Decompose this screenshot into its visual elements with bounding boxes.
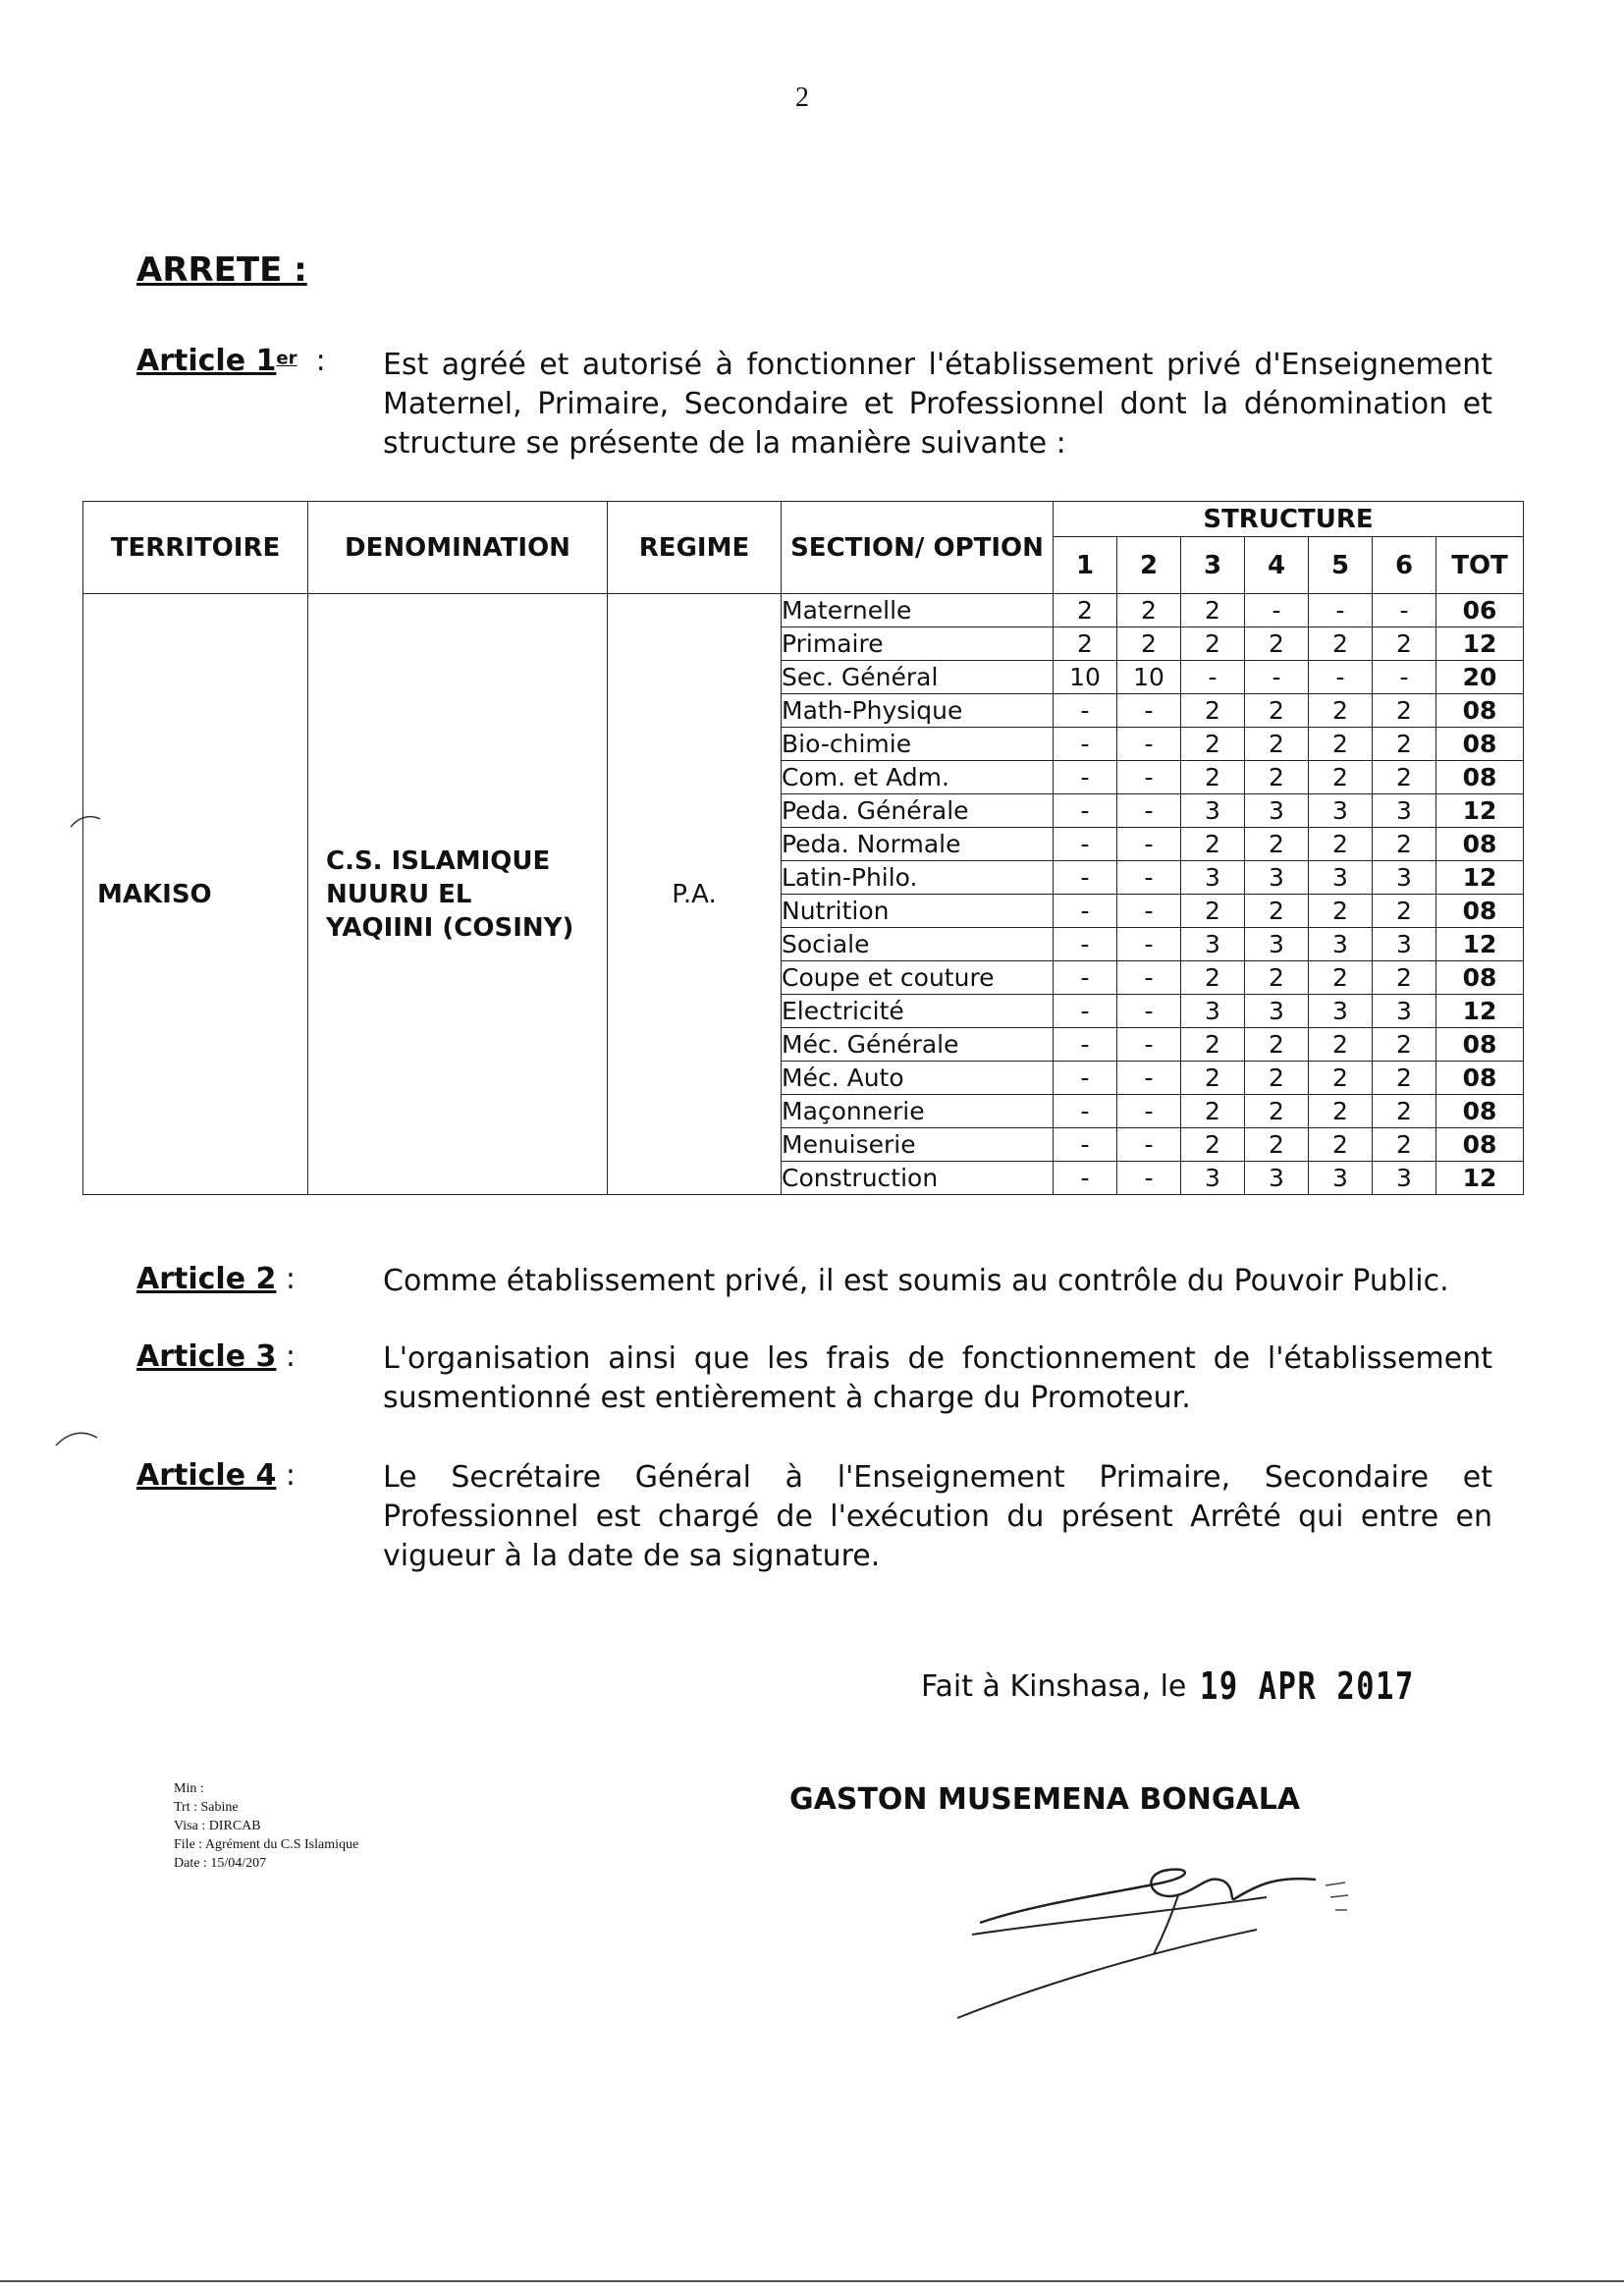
cell-level-3: 2 <box>1181 1062 1245 1095</box>
cell-level-5: 3 <box>1309 995 1373 1028</box>
cell-level-6: 2 <box>1373 694 1436 728</box>
article-2-label: Article 2 : <box>136 1262 297 1296</box>
cell-total: 12 <box>1436 628 1524 661</box>
cell-level-4: 3 <box>1245 995 1309 1028</box>
cell-level-6: 2 <box>1373 1028 1436 1062</box>
cell-level-3: 3 <box>1181 794 1245 828</box>
cell-total: 06 <box>1436 594 1524 628</box>
col-structure: STRUCTURE <box>1054 502 1524 537</box>
cell-option: Construction <box>782 1162 1054 1195</box>
cell-level-6: 2 <box>1373 828 1436 861</box>
cell-option: Bio-chimie <box>782 728 1054 761</box>
cell-level-6: 2 <box>1373 1062 1436 1095</box>
cell-level-5: 2 <box>1309 1062 1373 1095</box>
cell-level-5: 2 <box>1309 728 1373 761</box>
cell-option: Sociale <box>782 928 1054 961</box>
cell-level-6: 2 <box>1373 1128 1436 1162</box>
page-number: 2 <box>795 82 809 113</box>
col-regime: REGIME <box>608 502 782 594</box>
cell-option: Primaire <box>782 628 1054 661</box>
cell-level-5: 3 <box>1309 861 1373 895</box>
cell-level-2: - <box>1117 1162 1181 1195</box>
file-notes: Min : Trt : Sabine Visa : DIRCAB File : Agrément du C.S Islamique Date : 15/04/207 <box>174 1781 359 1871</box>
cell-level-6: 2 <box>1373 961 1436 995</box>
cell-level-5: 2 <box>1309 895 1373 928</box>
article-3-text: L'organisation ainsi que les frais de fonctionnement de l'établissement susmentionné est entièrement à charge du Promoteur. <box>383 1341 1492 1415</box>
cell-level-3: 2 <box>1181 694 1245 728</box>
cell-total: 12 <box>1436 1162 1524 1195</box>
cell-level-4: 2 <box>1245 628 1309 661</box>
cell-option: Maçonnerie <box>782 1095 1054 1128</box>
cell-level-5: 2 <box>1309 628 1373 661</box>
cell-level-4: 2 <box>1245 1095 1309 1128</box>
article-1-text: Est agréé et autorisé à fonctionner l'établissement privé d'Enseignement Maternel, Primaire, Secondaire et Professionnel dont la dénomination et structure se présente de la manière suivante : <box>383 348 1492 461</box>
cell-level-1: - <box>1054 761 1117 794</box>
cell-level-3: 2 <box>1181 594 1245 628</box>
cell-total: 08 <box>1436 895 1524 928</box>
cell-level-6: 3 <box>1373 861 1436 895</box>
cell-level-3: 2 <box>1181 728 1245 761</box>
article-1-label: Article 1er : <box>136 344 326 378</box>
cell-level-3: 2 <box>1181 1028 1245 1062</box>
cell-level-2: - <box>1117 1028 1181 1062</box>
cell-level-3: 2 <box>1181 895 1245 928</box>
cell-territoire: MAKISO <box>83 594 308 1195</box>
cell-option: Com. et Adm. <box>782 761 1054 794</box>
place-date-text: Fait à Kinshasa, le <box>921 1669 1187 1704</box>
cell-level-4: 2 <box>1245 1128 1309 1162</box>
table-row <box>83 594 1524 628</box>
margin-mark <box>69 807 108 837</box>
cell-level-6: 3 <box>1373 794 1436 828</box>
cell-level-3: 3 <box>1181 1162 1245 1195</box>
cell-level-3: 2 <box>1181 1128 1245 1162</box>
structure-table <box>82 501 1524 1195</box>
cell-total: 08 <box>1436 694 1524 728</box>
cell-level-2: 10 <box>1117 661 1181 694</box>
cell-level-2: - <box>1117 794 1181 828</box>
cell-level-1: - <box>1054 1028 1117 1062</box>
cell-level-2: - <box>1117 728 1181 761</box>
cell-level-4: 3 <box>1245 861 1309 895</box>
cell-level-6: 3 <box>1373 1162 1436 1195</box>
cell-level-3: 2 <box>1181 828 1245 861</box>
level-6: 6 <box>1373 537 1436 594</box>
cell-level-2: - <box>1117 1095 1181 1128</box>
cell-option: Menuiserie <box>782 1128 1054 1162</box>
cell-total: 08 <box>1436 1128 1524 1162</box>
cell-option: Math-Physique <box>782 694 1054 728</box>
margin-mark-2 <box>54 1424 103 1453</box>
cell-level-6: 2 <box>1373 895 1436 928</box>
page-bottom-rule <box>0 2280 1624 2282</box>
cell-level-4: 3 <box>1245 928 1309 961</box>
cell-total: 08 <box>1436 961 1524 995</box>
level-4: 4 <box>1245 537 1309 594</box>
cell-total: 08 <box>1436 828 1524 861</box>
cell-level-6: 2 <box>1373 1095 1436 1128</box>
cell-level-4: 3 <box>1245 794 1309 828</box>
cell-option: Sec. Général <box>782 661 1054 694</box>
level-5: 5 <box>1309 537 1373 594</box>
cell-option: Maternelle <box>782 594 1054 628</box>
cell-level-5: 2 <box>1309 1128 1373 1162</box>
cell-level-3: 2 <box>1181 961 1245 995</box>
cell-total: 12 <box>1436 928 1524 961</box>
cell-total: 08 <box>1436 761 1524 794</box>
cell-level-2: 2 <box>1117 594 1181 628</box>
cell-total: 08 <box>1436 728 1524 761</box>
cell-level-2: - <box>1117 861 1181 895</box>
cell-level-2: 2 <box>1117 628 1181 661</box>
level-2: 2 <box>1117 537 1181 594</box>
arrete-heading: ARRETE : <box>136 250 307 290</box>
cell-level-5: - <box>1309 661 1373 694</box>
cell-total: 12 <box>1436 995 1524 1028</box>
cell-level-6: - <box>1373 594 1436 628</box>
cell-level-4: 2 <box>1245 961 1309 995</box>
cell-level-6: 2 <box>1373 761 1436 794</box>
level-3: 3 <box>1181 537 1245 594</box>
cell-option: Latin-Philo. <box>782 861 1054 895</box>
cell-level-2: - <box>1117 1128 1181 1162</box>
cell-level-2: - <box>1117 928 1181 961</box>
cell-level-5: 3 <box>1309 1162 1373 1195</box>
cell-level-4: 2 <box>1245 728 1309 761</box>
cell-level-2: - <box>1117 1062 1181 1095</box>
cell-level-1: - <box>1054 1062 1117 1095</box>
article-3-label: Article 3 : <box>136 1339 297 1374</box>
cell-level-1: - <box>1054 895 1117 928</box>
article-4-text: Le Secrétaire Général à l'Enseignement Primaire, Secondaire et Professionnel est chargé de l'exécution du présent Arrêté qui entre en vigueur à la date de sa signature. <box>383 1460 1492 1573</box>
cell-total: 12 <box>1436 794 1524 828</box>
col-section: SECTION/ OPTION <box>782 502 1054 594</box>
cell-level-1: - <box>1054 1162 1117 1195</box>
cell-level-5: 2 <box>1309 961 1373 995</box>
cell-level-2: - <box>1117 694 1181 728</box>
cell-level-4: 2 <box>1245 694 1309 728</box>
signer-name: GASTON MUSEMENA BONGALA <box>789 1782 1301 1817</box>
level-tot: TOT <box>1436 537 1524 594</box>
cell-level-5: 3 <box>1309 794 1373 828</box>
cell-level-1: - <box>1054 1128 1117 1162</box>
cell-level-1: - <box>1054 694 1117 728</box>
cell-level-6: 3 <box>1373 995 1436 1028</box>
cell-level-2: - <box>1117 961 1181 995</box>
cell-level-2: - <box>1117 995 1181 1028</box>
cell-regime: P.A. <box>608 594 782 1195</box>
cell-total: 20 <box>1436 661 1524 694</box>
cell-level-1: 10 <box>1054 661 1117 694</box>
cell-option: Electricité <box>782 995 1054 1028</box>
cell-option: Peda. Générale <box>782 794 1054 828</box>
cell-level-5: 2 <box>1309 761 1373 794</box>
cell-denomination: C.S. ISLAMIQUE NUURU EL YAQIINI (COSINY) <box>308 594 608 1195</box>
cell-total: 08 <box>1436 1028 1524 1062</box>
cell-option: Nutrition <box>782 895 1054 928</box>
cell-level-5: 2 <box>1309 1028 1373 1062</box>
cell-level-4: - <box>1245 594 1309 628</box>
cell-level-3: 2 <box>1181 628 1245 661</box>
cell-level-4: 2 <box>1245 1028 1309 1062</box>
level-1: 1 <box>1054 537 1117 594</box>
cell-level-5: 2 <box>1309 694 1373 728</box>
cell-level-3: 3 <box>1181 861 1245 895</box>
cell-level-3: 3 <box>1181 995 1245 1028</box>
cell-level-1: - <box>1054 828 1117 861</box>
article-4-label: Article 4 : <box>136 1458 297 1493</box>
cell-option: Coupe et couture <box>782 961 1054 995</box>
cell-level-6: 3 <box>1373 928 1436 961</box>
article-2-text: Comme établissement privé, il est soumis au contrôle du Pouvoir Public. <box>383 1264 1449 1298</box>
cell-level-4: 2 <box>1245 828 1309 861</box>
cell-level-4: 3 <box>1245 1162 1309 1195</box>
cell-level-4: - <box>1245 661 1309 694</box>
cell-level-1: - <box>1054 728 1117 761</box>
cell-level-2: - <box>1117 761 1181 794</box>
cell-level-3: - <box>1181 661 1245 694</box>
cell-level-4: 2 <box>1245 895 1309 928</box>
cell-level-1: 2 <box>1054 594 1117 628</box>
cell-level-5: 2 <box>1309 1095 1373 1128</box>
cell-level-3: 2 <box>1181 1095 1245 1128</box>
cell-level-1: - <box>1054 861 1117 895</box>
cell-total: 08 <box>1436 1095 1524 1128</box>
cell-level-5: 3 <box>1309 928 1373 961</box>
cell-level-1: - <box>1054 961 1117 995</box>
cell-level-5: 2 <box>1309 828 1373 861</box>
cell-level-3: 3 <box>1181 928 1245 961</box>
cell-option: Peda. Normale <box>782 828 1054 861</box>
cell-option: Méc. Générale <box>782 1028 1054 1062</box>
col-denomination: DENOMINATION <box>308 502 608 594</box>
cell-level-1: 2 <box>1054 628 1117 661</box>
cell-option: Méc. Auto <box>782 1062 1054 1095</box>
cell-level-6: 2 <box>1373 728 1436 761</box>
cell-level-1: - <box>1054 928 1117 961</box>
cell-level-4: 2 <box>1245 761 1309 794</box>
cell-level-5: - <box>1309 594 1373 628</box>
cell-level-1: - <box>1054 995 1117 1028</box>
cell-level-6: - <box>1373 661 1436 694</box>
cell-level-4: 2 <box>1245 1062 1309 1095</box>
date-stamp: 19 APR 2017 <box>1200 1664 1415 1708</box>
handwritten-signature <box>943 1836 1414 2033</box>
cell-level-6: 2 <box>1373 628 1436 661</box>
cell-level-3: 2 <box>1181 761 1245 794</box>
col-territoire: TERRITOIRE <box>83 502 308 594</box>
cell-total: 08 <box>1436 1062 1524 1095</box>
cell-total: 12 <box>1436 861 1524 895</box>
cell-level-1: - <box>1054 794 1117 828</box>
cell-level-2: - <box>1117 895 1181 928</box>
cell-level-1: - <box>1054 1095 1117 1128</box>
cell-level-2: - <box>1117 828 1181 861</box>
